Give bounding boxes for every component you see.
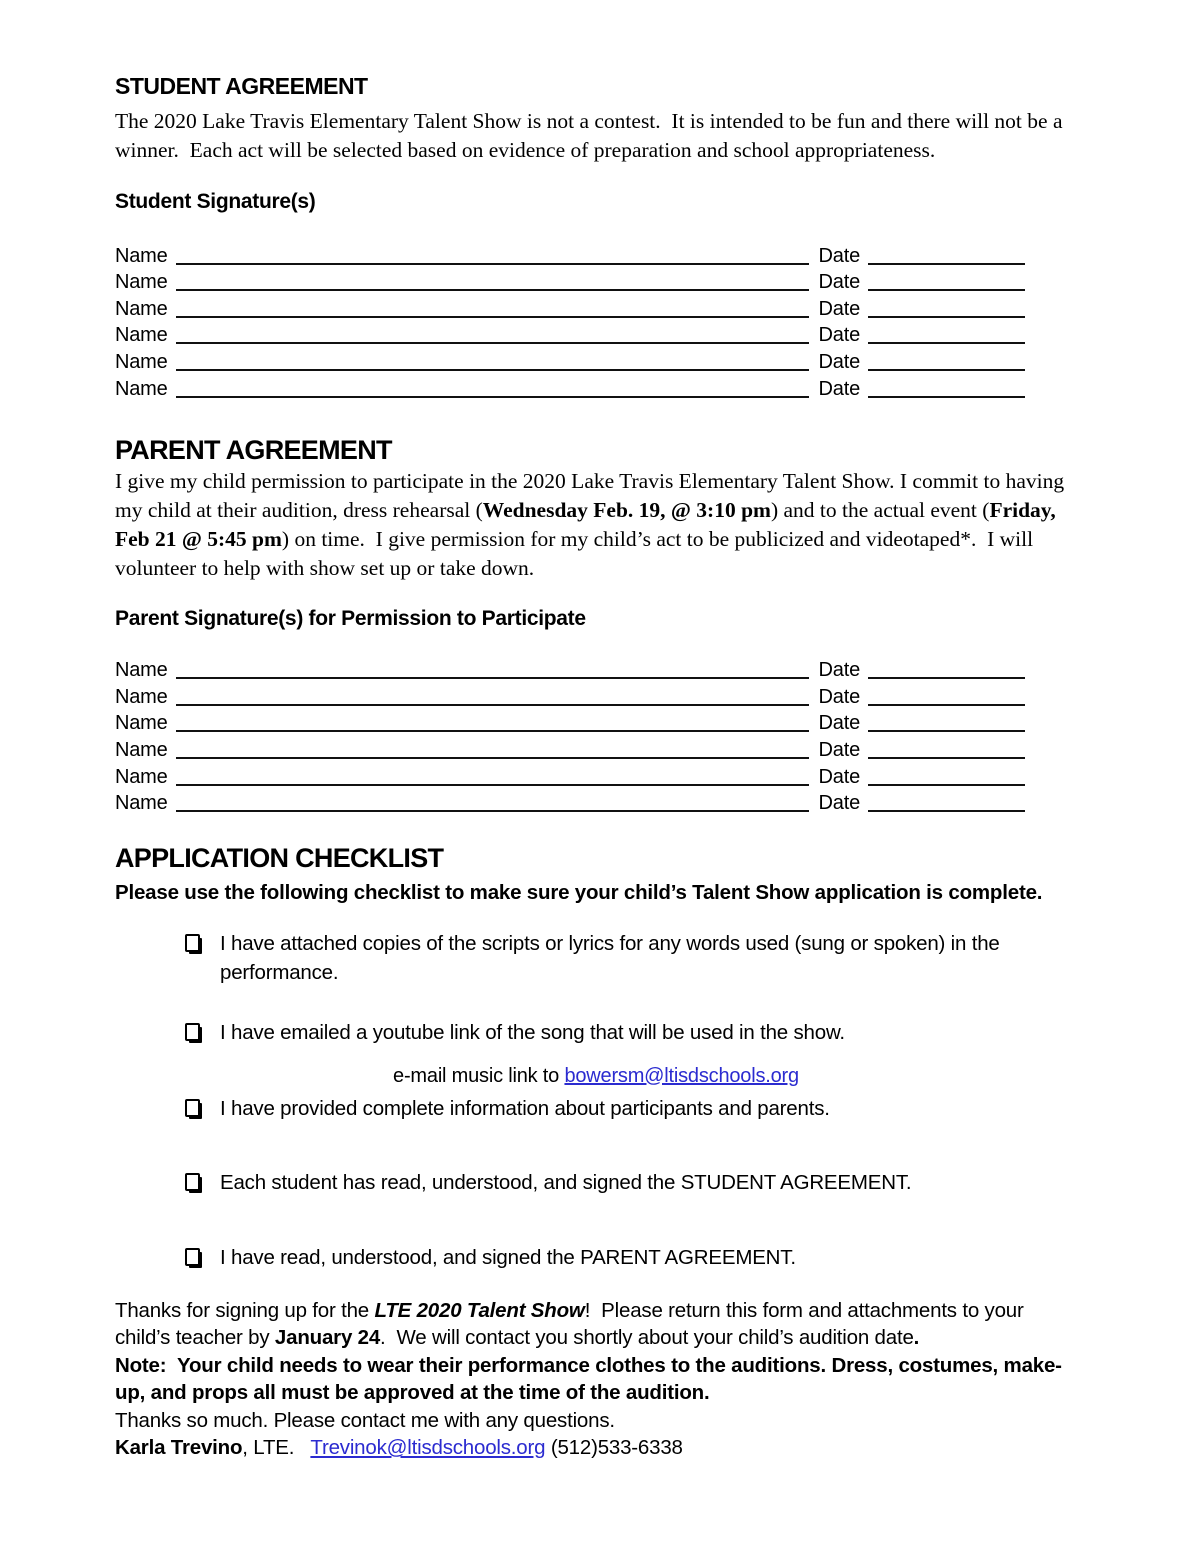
student-signatures-heading: Student Signature(s) xyxy=(115,190,316,213)
parent-agreement-section xyxy=(115,433,1075,816)
closing-text-run: Thanks for signing up for the xyxy=(115,1298,375,1322)
name-label: Name xyxy=(115,350,168,373)
signature-row xyxy=(115,735,1025,762)
date-label: Date xyxy=(818,792,860,815)
checklist-item xyxy=(185,1094,1065,1123)
date-label: Date xyxy=(818,297,860,320)
checklist-item-text: I have provided complete information about participants and parents. xyxy=(220,1096,830,1120)
event-datetime: Friday, Feb 21 @ 5:45 pm xyxy=(115,497,1062,551)
checkbox-icon[interactable] xyxy=(185,934,200,952)
name-label: Name xyxy=(115,271,168,294)
date-line[interactable] xyxy=(868,757,1025,759)
checklist-item-text: Each student has read, understood, and signed the STUDENT AGREEMENT. xyxy=(220,1170,912,1194)
checklist-item-text: I have attached copies of the scripts or lyrics for any words used (sung or spoken) in the performance. xyxy=(220,931,1006,984)
name-label: Name xyxy=(115,792,168,815)
student-agreement-heading: STUDENT AGREEMENT xyxy=(115,73,368,99)
checklist-item xyxy=(185,929,1065,987)
parent-text-run: ) on time. I give permission for my child’s act to be publicized and videotaped*. I will volunteer to help with show set up or take down. xyxy=(115,526,1039,580)
contact-name: Karla Trevino xyxy=(115,1436,243,1460)
signature-row xyxy=(115,682,1025,709)
name-label: Name xyxy=(115,685,168,708)
name-signature-line[interactable] xyxy=(176,396,809,398)
email-note xyxy=(115,1063,1077,1089)
name-label: Name xyxy=(115,738,168,761)
date-line[interactable] xyxy=(868,730,1025,732)
contact-phone: (512)533-6338 xyxy=(545,1436,683,1460)
name-signature-line[interactable] xyxy=(176,289,809,291)
checklist-item-text: I have read, understood, and signed the PARENT AGREEMENT. xyxy=(220,1245,796,1269)
student-agreement-text: The 2020 Lake Travis Elementary Talent Show is not a contest. It is intended to be fun and there will not be a winner. Each act will be selected based on evidence of preparation and school appropriateness. xyxy=(115,109,1068,162)
date-line[interactable] xyxy=(868,316,1025,318)
date-line[interactable] xyxy=(868,289,1025,291)
student-agreement-section xyxy=(115,72,1075,401)
name-signature-line[interactable] xyxy=(176,757,809,759)
date-label: Date xyxy=(818,324,860,347)
closing-text-run: ! Please return this form and attachments to your child’s teacher by xyxy=(115,1298,1030,1350)
date-label: Date xyxy=(818,350,860,373)
name-signature-line[interactable] xyxy=(176,342,809,344)
checkbox-icon[interactable] xyxy=(185,1248,200,1266)
contact-line xyxy=(115,1434,1077,1462)
parent-text-run: I give my child permission to participate in the 2020 Lake Travis Elementary Talent Show. I commit to having my child at their audition, dress rehearsal ( xyxy=(115,468,1070,522)
date-label: Date xyxy=(818,659,860,682)
name-signature-line[interactable] xyxy=(176,730,809,732)
checkbox-icon[interactable] xyxy=(185,1023,200,1041)
name-label: Name xyxy=(115,324,168,347)
date-line[interactable] xyxy=(868,704,1025,706)
name-signature-line[interactable] xyxy=(176,369,809,371)
date-line[interactable] xyxy=(868,784,1025,786)
closing-text-run: . We will contact you shortly about your child’s audition date xyxy=(380,1326,914,1350)
checklist-item xyxy=(185,1018,1065,1047)
contact-text-run: , LTE. xyxy=(242,1436,311,1460)
deadline-date: January 24 xyxy=(274,1326,381,1350)
name-signature-line[interactable] xyxy=(176,263,809,265)
signature-row xyxy=(115,374,1025,401)
checklist-item-text: I have emailed a youtube link of the song that will be used in the show. xyxy=(220,1020,845,1044)
talent-show-name: LTE 2020 Talent Show xyxy=(374,1298,585,1322)
date-label: Date xyxy=(818,765,860,788)
signature-row xyxy=(115,762,1025,789)
name-signature-line[interactable] xyxy=(176,784,809,786)
application-checklist-section xyxy=(115,841,1075,1272)
signature-row xyxy=(115,789,1025,816)
note-paragraph: Note: Your child needs to wear their performance clothes to the auditions. Dress, costumes, make-up, and props all must be approved at the time of the audition. xyxy=(115,1353,1062,1405)
name-signature-line[interactable] xyxy=(176,704,809,706)
date-label: Date xyxy=(818,377,860,400)
name-signature-line[interactable] xyxy=(176,316,809,318)
name-signature-line[interactable] xyxy=(176,810,809,812)
name-label: Name xyxy=(115,712,168,735)
signature-row xyxy=(115,656,1025,683)
rehearsal-datetime: Wednesday Feb. 19, @ 3:10 pm xyxy=(482,497,771,522)
signature-row xyxy=(115,241,1025,268)
date-label: Date xyxy=(818,271,860,294)
date-line[interactable] xyxy=(868,342,1025,344)
checkbox-icon[interactable] xyxy=(185,1173,200,1191)
date-line[interactable] xyxy=(868,263,1025,265)
name-label: Name xyxy=(115,765,168,788)
student-signature-rows xyxy=(115,241,1025,401)
name-label: Name xyxy=(115,297,168,320)
name-signature-line[interactable] xyxy=(176,677,809,679)
checklist-intro: Please use the following checklist to make sure your child’s Talent Show application is complete. xyxy=(115,881,1043,905)
parent-signatures-heading: Parent Signature(s) for Permission to Participate xyxy=(115,606,586,630)
thanks-line: Thanks so much. Please contact me with any questions. xyxy=(115,1408,615,1432)
checkbox-icon[interactable] xyxy=(185,1099,200,1117)
signature-row xyxy=(115,321,1025,348)
name-label: Name xyxy=(115,244,168,267)
date-line[interactable] xyxy=(868,810,1025,812)
parent-agreement-heading: PARENT AGREEMENT xyxy=(115,434,392,465)
application-checklist-heading: APPLICATION CHECKLIST xyxy=(115,843,444,874)
date-line[interactable] xyxy=(868,677,1025,679)
contact-email-link[interactable]: Trevinok@ltisdschools.org xyxy=(310,1436,546,1460)
signature-row xyxy=(115,709,1025,736)
music-email-link[interactable]: bowersm@ltisdschools.org xyxy=(564,1064,799,1087)
signature-row xyxy=(115,347,1025,374)
parent-agreement-text xyxy=(115,467,1075,583)
date-label: Date xyxy=(818,244,860,267)
checklist-item xyxy=(185,1243,1065,1272)
date-label: Date xyxy=(818,712,860,735)
parent-signature-rows xyxy=(115,656,1025,816)
email-note-text: e-mail music link to xyxy=(393,1064,565,1087)
name-label: Name xyxy=(115,377,168,400)
signature-row xyxy=(115,294,1025,321)
date-label: Date xyxy=(818,738,860,761)
checklist-item xyxy=(185,1168,1065,1197)
closing-text-run: . xyxy=(913,1326,920,1350)
date-label: Date xyxy=(818,685,860,708)
closing-section xyxy=(115,1297,1075,1462)
name-label: Name xyxy=(115,659,168,682)
date-line[interactable] xyxy=(868,369,1025,371)
parent-text-run: ) and to the actual event ( xyxy=(770,497,990,522)
signature-row xyxy=(115,268,1025,295)
closing-paragraph xyxy=(115,1297,1077,1352)
date-line[interactable] xyxy=(868,396,1025,398)
